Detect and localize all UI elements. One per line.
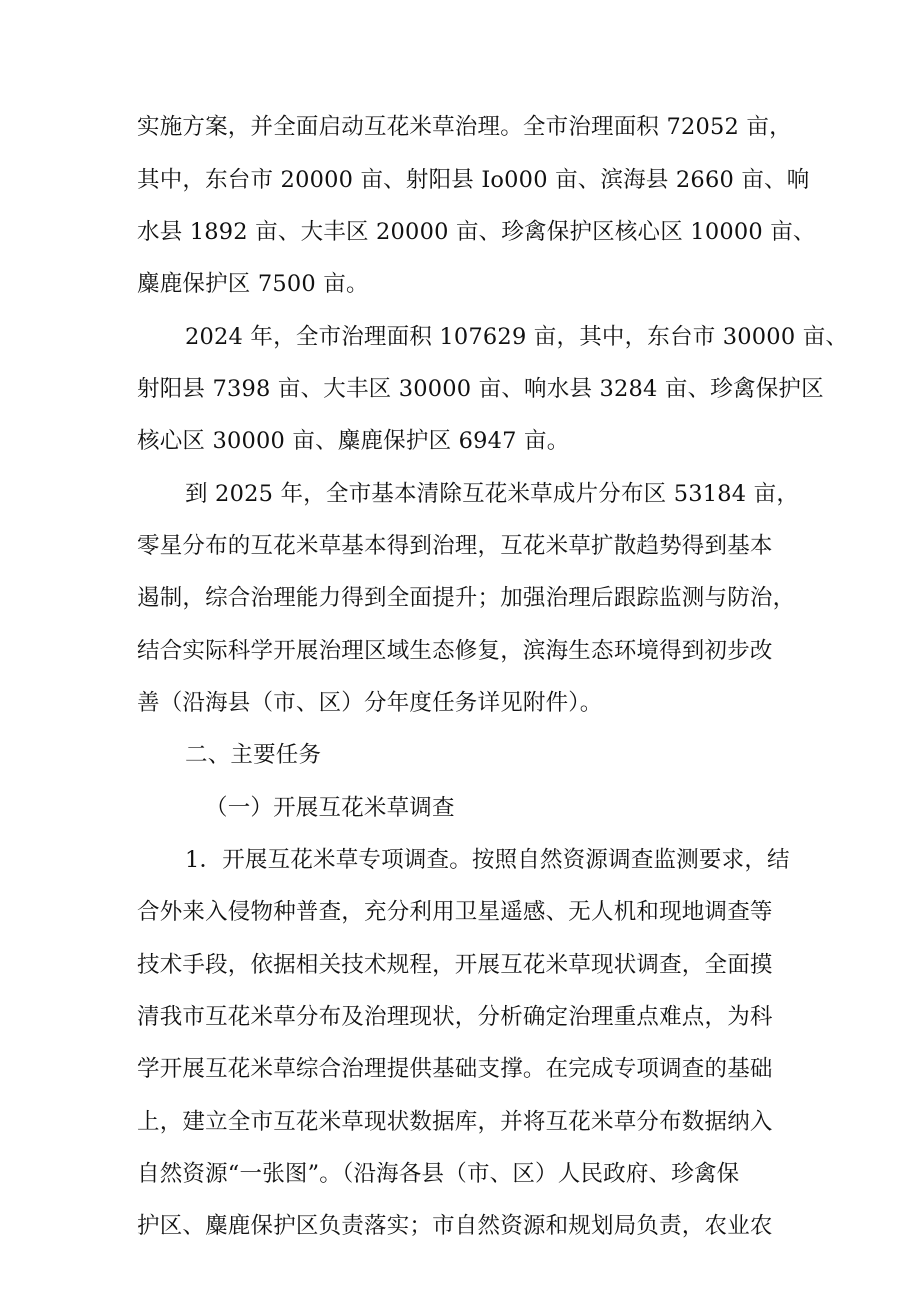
text-line: 护区、麋鹿保护区负责落实；市自然资源和规划局负责，农业农 bbox=[137, 1213, 773, 1239]
text-line: 零星分布的互花米草基本得到治理，互花米草扩散趋势得到基本 bbox=[137, 533, 773, 559]
text-line: 技术手段，依据相关技术规程，开展互花米草现状调查，全面摸 bbox=[137, 952, 773, 978]
text-line: 其中，东台市 20000 亩、射阳县 Io000 亩、滨海县 2660 亩、响 bbox=[137, 167, 810, 193]
text-line: 水县 1892 亩、大丰区 20000 亩、珍禽保护区核心区 10000 亩、 bbox=[137, 219, 816, 245]
text-line: 2024 年，全市治理面积 107629 亩，其中，东台市 30000 亩、 bbox=[185, 324, 849, 350]
text-line: 自然资源“一张图”。（沿海各县（市、区）人民政府、珍禽保 bbox=[137, 1161, 740, 1187]
text-line: 麋鹿保护区 7500 亩。 bbox=[137, 271, 369, 297]
section-heading: 二、主要任务 bbox=[185, 742, 322, 768]
text-line: 上，建立全市互花米草现状数据库，并将互花米草分布数据纳入 bbox=[137, 1109, 773, 1135]
text-line: 实施方案，并全面启动互花米草治理。全市治理面积 72052 亩， bbox=[137, 114, 792, 140]
text-line: 学开展互花米草综合治理提供基础支撑。在完成专项调查的基础 bbox=[137, 1056, 773, 1082]
text-line: 到 2025 年，全市基本清除互花米草成片分布区 53184 亩， bbox=[185, 481, 800, 507]
text-line: 善（沿海县（市、区）分年度任务详见附件）。 bbox=[137, 690, 603, 716]
text-line: 合外来入侵物种普查，充分利用卫星遥感、无人机和现地调查等 bbox=[137, 899, 773, 925]
text-line: 遏制，综合治理能力得到全面提升；加强治理后跟踪监测与防治， bbox=[137, 585, 796, 611]
text-line: 结合实际科学开展治理区域生态修复，滨海生态环境得到初步改 bbox=[137, 638, 773, 664]
text-line: 核心区 30000 亩、麋鹿保护区 6947 亩。 bbox=[137, 428, 570, 454]
text-line: 1．开展互花米草专项调查。按照自然资源调查监测要求，结 bbox=[185, 847, 790, 873]
text-line: 射阳县 7398 亩、大丰区 30000 亩、响水县 3284 亩、珍禽保护区 bbox=[137, 376, 824, 402]
subsection-heading: （一）开展互花米草调查 bbox=[205, 795, 455, 821]
text-line: 清我市互花米草分布及治理现状，分析确定治理重点难点，为科 bbox=[137, 1004, 773, 1030]
